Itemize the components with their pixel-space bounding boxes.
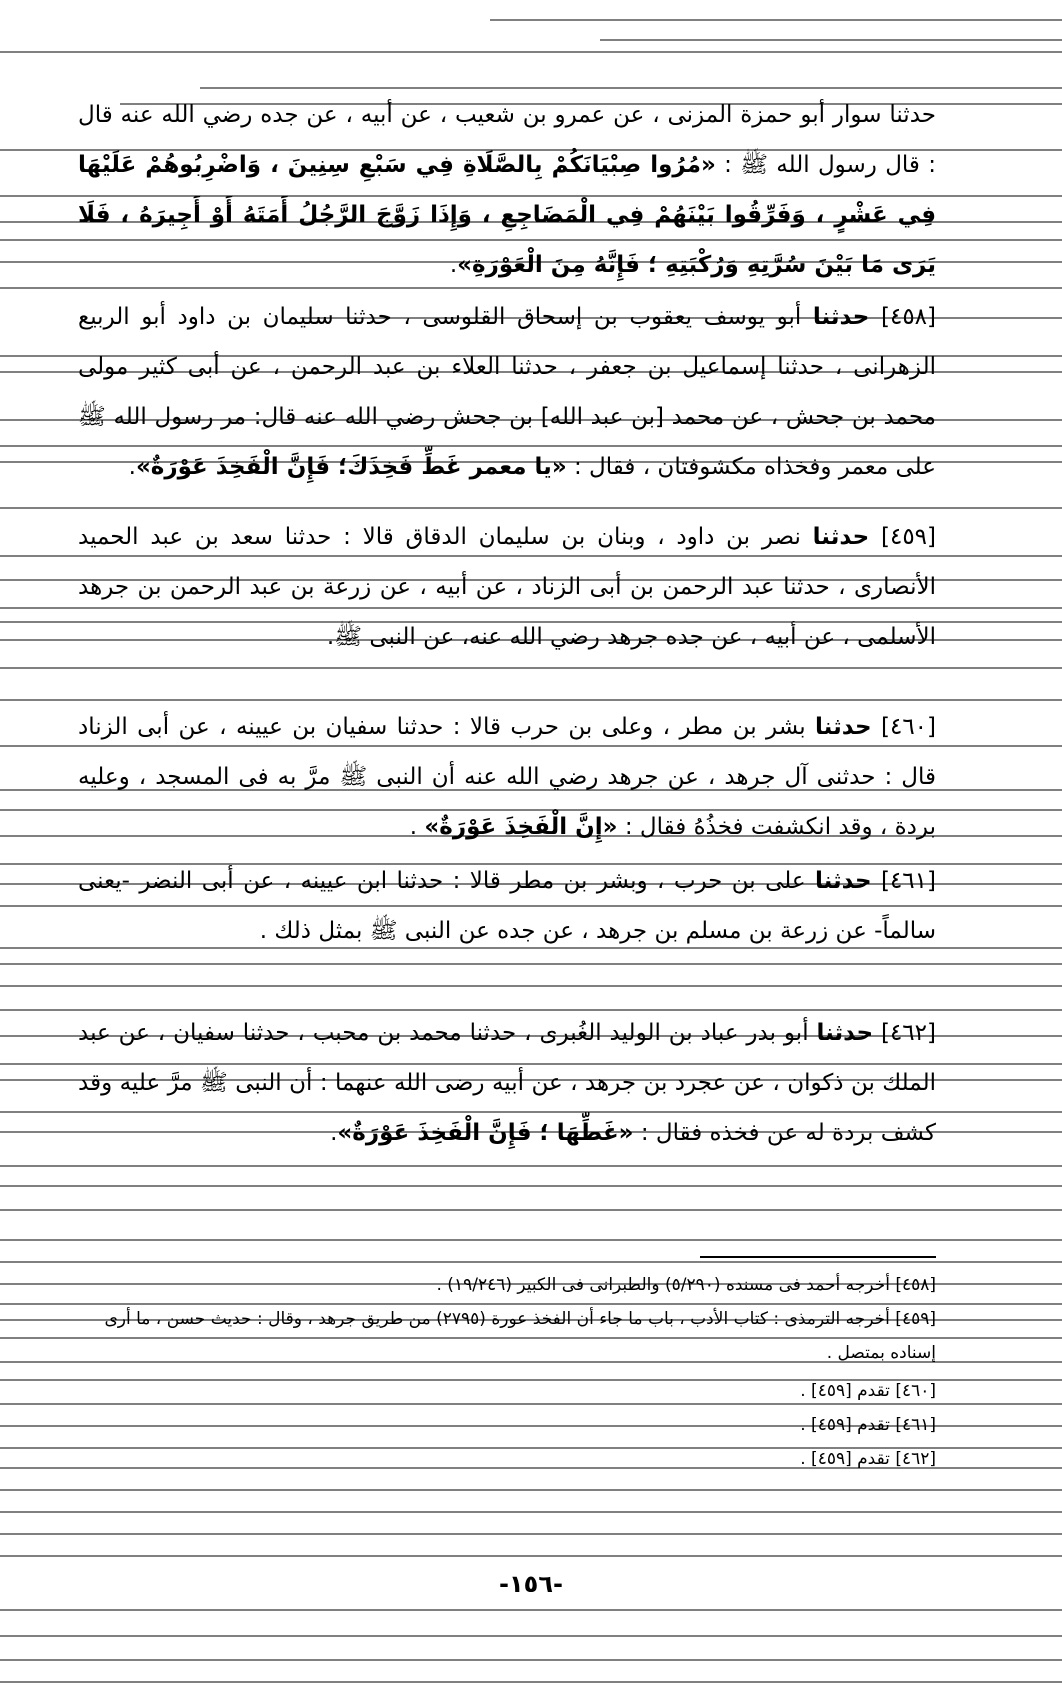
hadith-paragraph-462: [78, 1008, 936, 1158]
footnote-text: [٤٦١] تقدم [٤٥٩] .: [800, 1415, 936, 1435]
opening-word: حدثنا: [815, 868, 872, 894]
paragraph-number: [٤٥٩]: [880, 524, 937, 550]
paragraph-text: على بن حرب ، وبشر بن مطر قالا : حدثنا ابن عيينه ، عن أبى النضر -يعنى سالماً- عن زرعة بن مسلم بن جرهد ، عن جده عن النبى ﷺ بمثل ذلك .: [78, 868, 936, 944]
paragraph-text: أبو بدر عباد بن الوليد الغُبرى ، حدثنا محمد بن محبب ، حدثنا سفيان ، عن عبد الملك بن ذكوان ، عن عجرد بن جرهد ، عن أبيه رضى الله عنهما : أن النبى ﷺ مرَّ عليه وقد كشف بردة له عن فخذه فقال :: [78, 1020, 936, 1146]
opening-word: حدثنا: [816, 1020, 874, 1046]
footnote-460: [78, 1374, 936, 1408]
hadith-paragraph-460: [78, 702, 936, 852]
footnote-text: [٤٦٢] تقدم [٤٥٩] .: [800, 1449, 936, 1469]
footnote-462: [78, 1442, 936, 1476]
footnote-text: [٤٦٠] تقدم [٤٥٩] .: [800, 1381, 936, 1401]
paragraph-number: [٤٦١]: [880, 868, 936, 894]
hadith-paragraph-458: [78, 292, 936, 492]
paragraph-text: نصر بن داود ، وبنان بن سليمان الدقاق قالا : حدثنا سعد بن عبد الحميد الأنصارى ، حدثنا عبد الرحمن بن أبى الزناد ، عن أبيه ، عن زرعة بن عبد الرحمن بن جرهد الأسلمى ، عن أبيه ، عن جده جرهد رضي الله عنه، عن النبى ﷺ.: [78, 524, 936, 650]
hadith-paragraph-461: [78, 856, 936, 956]
footnote-458: [78, 1268, 936, 1302]
paragraph-number: [٤٦٠]: [880, 714, 937, 740]
prophetic-quote: «إِنَّ الْفَخِذَ عَوْرَةٌ»: [424, 814, 618, 840]
page-number: -١٥٦-: [499, 1570, 563, 1598]
footnote-461: [78, 1408, 936, 1442]
paragraph-text: بشر بن مطر ، وعلى بن حرب قالا : حدثنا سفيان بن عيينه ، عن أبى الزناد قال : حدثنى آل جرهد ، عن جرهد رضي الله عنه أن النبى ﷺ مرَّ به فى المسجد ، وعليه بردة ، وقد انكشفت فخذُهُ فقال :: [78, 714, 936, 840]
footnote-text: [٤٥٨] أخرجه أحمد فى مسنده (٥/٢٩٠) والطبرانى فى الكبير (١٩/٢٤٦) .: [436, 1275, 936, 1295]
prophetic-quote: «مُرُوا صِبْيَانَكُمْ بِالصَّلَاةِ فِي سَبْعِ سِنِينَ ، وَاضْرِبُوهُمْ عَلَيْهَا فِي عَشْرٍ ، وَفَرِّقُوا بَيْنَهُمْ فِي الْمَضَاجِعِ ، وَإِذَا زَوَّجَ الرَّجُلُ أَمَتَهُ أَوْ أَجِيرَهُ ، فَلَا يَرَى مَا بَيْنَ سُرَّتِهِ وَرُكْبَتِهِ ؛ فَإِنَّهُ مِنَ الْعَوْرَةِ»: [78, 152, 936, 278]
paragraph-text: أبو يوسف يعقوب بن إسحاق القلوسى ، حدثنا سليمان بن داود أبو الربيع الزهرانى ، حدثنا إسماعيل بن جعفر ، حدثنا العلاء بن عبد الرحمن ، عن أبى كثير مولى محمد بن جحش ، عن محمد [بن عبد الله] بن جحش رضي الله عنه قال: مر رسول الله ﷺ على معمر وفخذاه مكشوفتان ، فقال :: [78, 304, 936, 480]
prophetic-quote: «غَطِّهَا ؛ فَإِنَّ الْفَخِذَ عَوْرَةٌ»: [337, 1120, 634, 1146]
opening-word: حدثنا: [812, 524, 870, 550]
paragraph-text: حدثنا سوار أبو حمزة المزنى ، عن عمرو بن شعيب ، عن أبيه ، عن جده رضي الله عنه قال : قال رسول الله ﷺ :: [78, 102, 936, 178]
opening-word: حدثنا: [812, 304, 870, 330]
opening-word: حدثنا: [815, 714, 872, 740]
prophetic-quote: «يا معمر غَطِّ فَخِذَكَ؛ فَإِنَّ الْفَخِذَ عَوْرَةٌ»: [135, 454, 567, 480]
footnote-text: [٤٥٩] أخرجه الترمذى : كتاب الأدب ، باب ما جاء أن الفخذ عورة (٢٧٩٥) من طريق جرهد ، وقال : حديث حسن ، ما أرى إسناده بمتصل .: [104, 1309, 936, 1363]
footnote-separator: [700, 1256, 936, 1258]
paragraph-end: .: [449, 252, 458, 278]
paragraph-number: [٤٥٨]: [880, 304, 937, 330]
paragraph-end: .: [409, 814, 425, 840]
hadith-paragraph-457: [78, 90, 936, 290]
paragraph-end: .: [330, 1120, 338, 1146]
hadith-paragraph-459: [78, 512, 936, 662]
footnote-459: [78, 1302, 936, 1370]
paragraph-number: [٤٦٢]: [880, 1020, 936, 1046]
paragraph-end: .: [128, 454, 136, 480]
